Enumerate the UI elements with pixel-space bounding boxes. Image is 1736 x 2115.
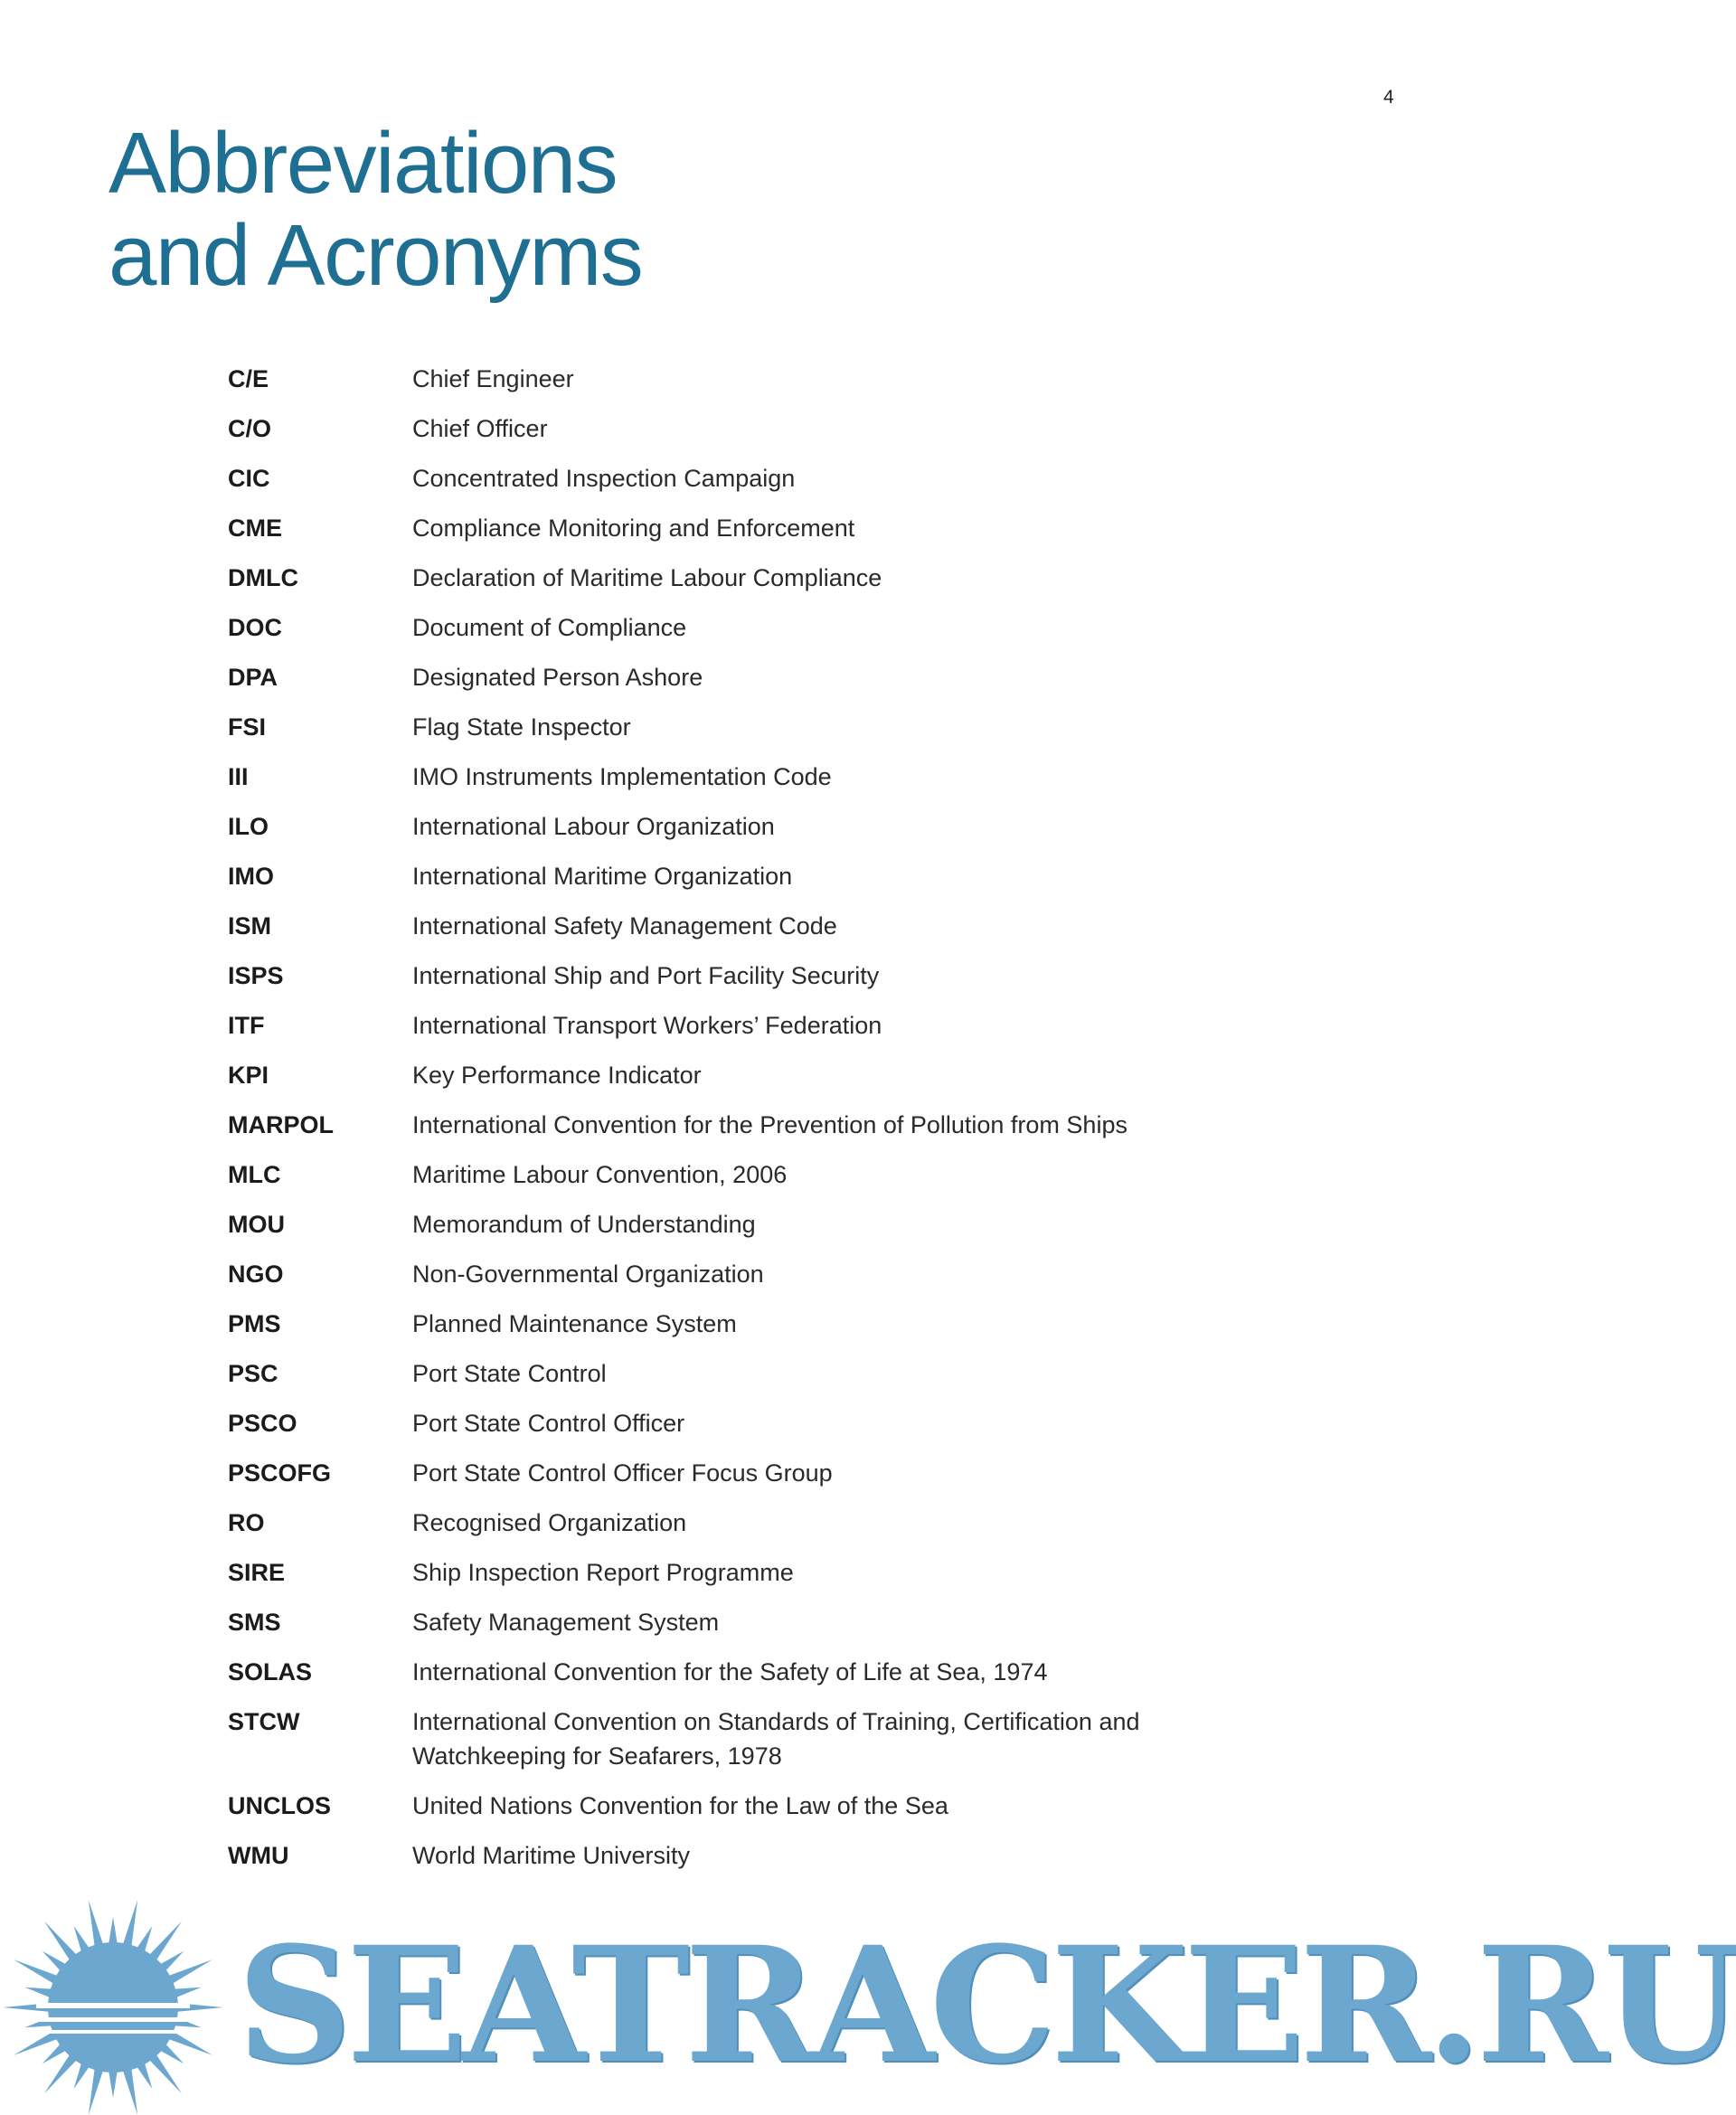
abbreviation-code: MOU — [228, 1211, 285, 1238]
abbreviation-code: KPI — [228, 1062, 269, 1089]
watermark-text: SEATRACKER.RU — [237, 1912, 1736, 2099]
abbreviation-row — [228, 610, 1313, 660]
page-title-line-1: Abbreviations — [108, 115, 618, 212]
sun-ray — [44, 1921, 77, 1961]
abbreviation-meaning: Ship Inspection Report Programme — [412, 1559, 794, 1586]
abbreviation-row — [228, 1307, 1313, 1356]
abbreviation-row — [228, 1456, 1313, 1506]
abbreviation-code: NGO — [228, 1261, 284, 1288]
abbreviation-code: MLC — [228, 1161, 281, 1188]
abbreviation-meaning: Recognised Organization — [412, 1509, 687, 1536]
abbreviation-row — [228, 1789, 1313, 1838]
sun-ray — [44, 2054, 77, 2094]
abbreviation-code: CIC — [228, 465, 270, 492]
abbreviation-meaning: International Labour Organization — [412, 813, 775, 840]
abbreviation-meaning: Maritime Labour Convention, 2006 — [412, 1161, 788, 1188]
abbreviation-meaning: Non-Governmental Organization — [412, 1261, 764, 1288]
abbreviation-meaning: International Convention for the Safety of Life at Sea, 1974 — [412, 1658, 1048, 1685]
abbreviation-row — [228, 1207, 1313, 1257]
abbreviation-meaning: Port State Control — [412, 1360, 607, 1387]
abbreviation-row — [228, 511, 1313, 561]
abbreviation-meaning: Port State Control Officer — [412, 1410, 685, 1437]
abbreviation-code: III — [228, 763, 249, 790]
abbreviation-code: STCW — [228, 1708, 300, 1735]
abbreviation-meaning: International Maritime Organization — [412, 863, 793, 890]
abbreviation-row — [228, 859, 1313, 909]
abbreviation-meaning: Compliance Monitoring and Enforcement — [412, 515, 855, 542]
abbreviation-code: ITF — [228, 1012, 265, 1039]
abbreviation-code: FSI — [228, 713, 267, 741]
abbreviation-row — [228, 1605, 1313, 1655]
abbreviation-meaning: Declaration of Maritime Labour Compliance — [412, 564, 882, 591]
abbreviation-meaning: Memorandum of Understanding — [412, 1211, 756, 1238]
abbreviation-meaning: Designated Person Ashore — [412, 664, 703, 691]
abbreviation-meaning: Port State Control Officer Focus Group — [412, 1459, 833, 1487]
abbreviation-row — [228, 1506, 1313, 1555]
abbreviation-meaning: Chief Engineer — [412, 365, 574, 392]
sun-ray — [14, 1959, 58, 1984]
sun-ray — [168, 1959, 212, 1984]
abbreviation-row — [228, 710, 1313, 760]
abbreviation-meaning: International Ship and Port Facility Security — [412, 962, 880, 989]
abbreviation-row — [228, 660, 1313, 710]
abbreviation-code: SOLAS — [228, 1658, 313, 1685]
abbreviation-meaning: International Safety Management Code — [412, 912, 837, 939]
abbreviation-code: DPA — [228, 664, 278, 691]
abbreviation-code: PSCOFG — [228, 1459, 332, 1487]
sun-ray — [108, 2071, 118, 2098]
abbreviation-meaning: Concentrated Inspection Campaign — [412, 465, 796, 492]
abbreviation-row — [228, 1406, 1313, 1456]
abbreviation-code: RO — [228, 1509, 265, 1536]
sun-ray — [25, 1988, 53, 1998]
abbreviation-row — [228, 760, 1313, 809]
abbreviation-meaning: Document of Compliance — [412, 614, 687, 641]
abbreviation-row — [228, 958, 1313, 1008]
abbreviation-code: ISM — [228, 912, 272, 939]
abbreviation-row — [228, 1157, 1313, 1207]
abbreviation-code: WMU — [228, 1842, 289, 1869]
abbreviation-row — [228, 1257, 1313, 1307]
abbreviation-code: SMS — [228, 1609, 281, 1636]
abbreviation-code: PMS — [228, 1310, 281, 1337]
page-number: 4 — [1383, 87, 1394, 108]
abbreviation-row — [228, 1108, 1313, 1157]
abbreviation-meaning: International Transport Workers’ Federation — [412, 1012, 882, 1039]
sun-ray — [123, 1900, 137, 1947]
page-title — [108, 115, 643, 304]
abbreviation-row — [228, 1356, 1313, 1406]
sun-ray — [174, 1988, 202, 1998]
abbreviation-row — [228, 461, 1313, 511]
sun-ray — [108, 1917, 118, 1944]
abbreviation-row — [228, 909, 1313, 958]
abbreviation-code: SIRE — [228, 1559, 286, 1586]
abbreviation-meaning: International Convention on Standards of Training, Certification and Watchkeeping for Seafarers, 1978 — [412, 1708, 1140, 1770]
abbreviation-meaning: IMO Instruments Implementation Code — [412, 763, 832, 790]
sun-over-sea-icon — [3, 1900, 223, 2115]
abbreviation-row — [228, 1838, 1313, 1888]
sun-ray — [89, 2068, 103, 2115]
abbreviation-meaning: International Convention for the Prevention of Pollution from Ships — [412, 1111, 1127, 1138]
abbreviation-meaning: Chief Officer — [412, 415, 548, 442]
abbreviation-row — [228, 411, 1313, 461]
abbreviation-row — [228, 1058, 1313, 1108]
abbreviation-code: UNCLOS — [228, 1792, 331, 1819]
sun-ray — [123, 2068, 137, 2115]
abbreviation-row — [228, 809, 1313, 859]
abbreviation-meaning: Key Performance Indicator — [412, 1062, 702, 1089]
abbreviation-code: DOC — [228, 614, 282, 641]
abbreviation-meaning: Flag State Inspector — [412, 713, 631, 741]
abbreviation-code: C/O — [228, 415, 272, 442]
abbreviation-code: C/E — [228, 365, 269, 392]
abbreviation-row — [228, 362, 1313, 411]
sun-ray — [168, 2031, 212, 2055]
sun-ray — [89, 1900, 103, 1947]
abbreviations-list — [228, 362, 1313, 1888]
abbreviation-row — [228, 1704, 1313, 1789]
abbreviation-code: IMO — [228, 863, 274, 890]
abbreviation-code: ILO — [228, 813, 269, 840]
abbreviation-code: PSC — [228, 1360, 278, 1387]
abbreviation-meaning: Planned Maintenance System — [412, 1310, 737, 1337]
abbreviation-row — [228, 1008, 1313, 1058]
abbreviation-code: ISPS — [228, 962, 284, 989]
abbreviation-code: PSCO — [228, 1410, 297, 1437]
abbreviation-meaning: World Maritime University — [412, 1842, 691, 1869]
abbreviation-row — [228, 1555, 1313, 1605]
abbreviation-code: CME — [228, 515, 282, 542]
abbreviation-meaning: Safety Management System — [412, 1609, 720, 1636]
sun-ray — [149, 2054, 182, 2094]
sun-ray — [149, 1921, 182, 1961]
abbreviation-code: DMLC — [228, 564, 298, 591]
abbreviation-meaning: United Nations Convention for the Law of the Sea — [412, 1792, 948, 1819]
abbreviation-row — [228, 1655, 1313, 1704]
abbreviation-code: MARPOL — [228, 1111, 334, 1138]
abbreviation-row — [228, 561, 1313, 610]
sun-ray — [14, 2031, 58, 2055]
page-title-line-2: and Acronyms — [108, 207, 643, 304]
